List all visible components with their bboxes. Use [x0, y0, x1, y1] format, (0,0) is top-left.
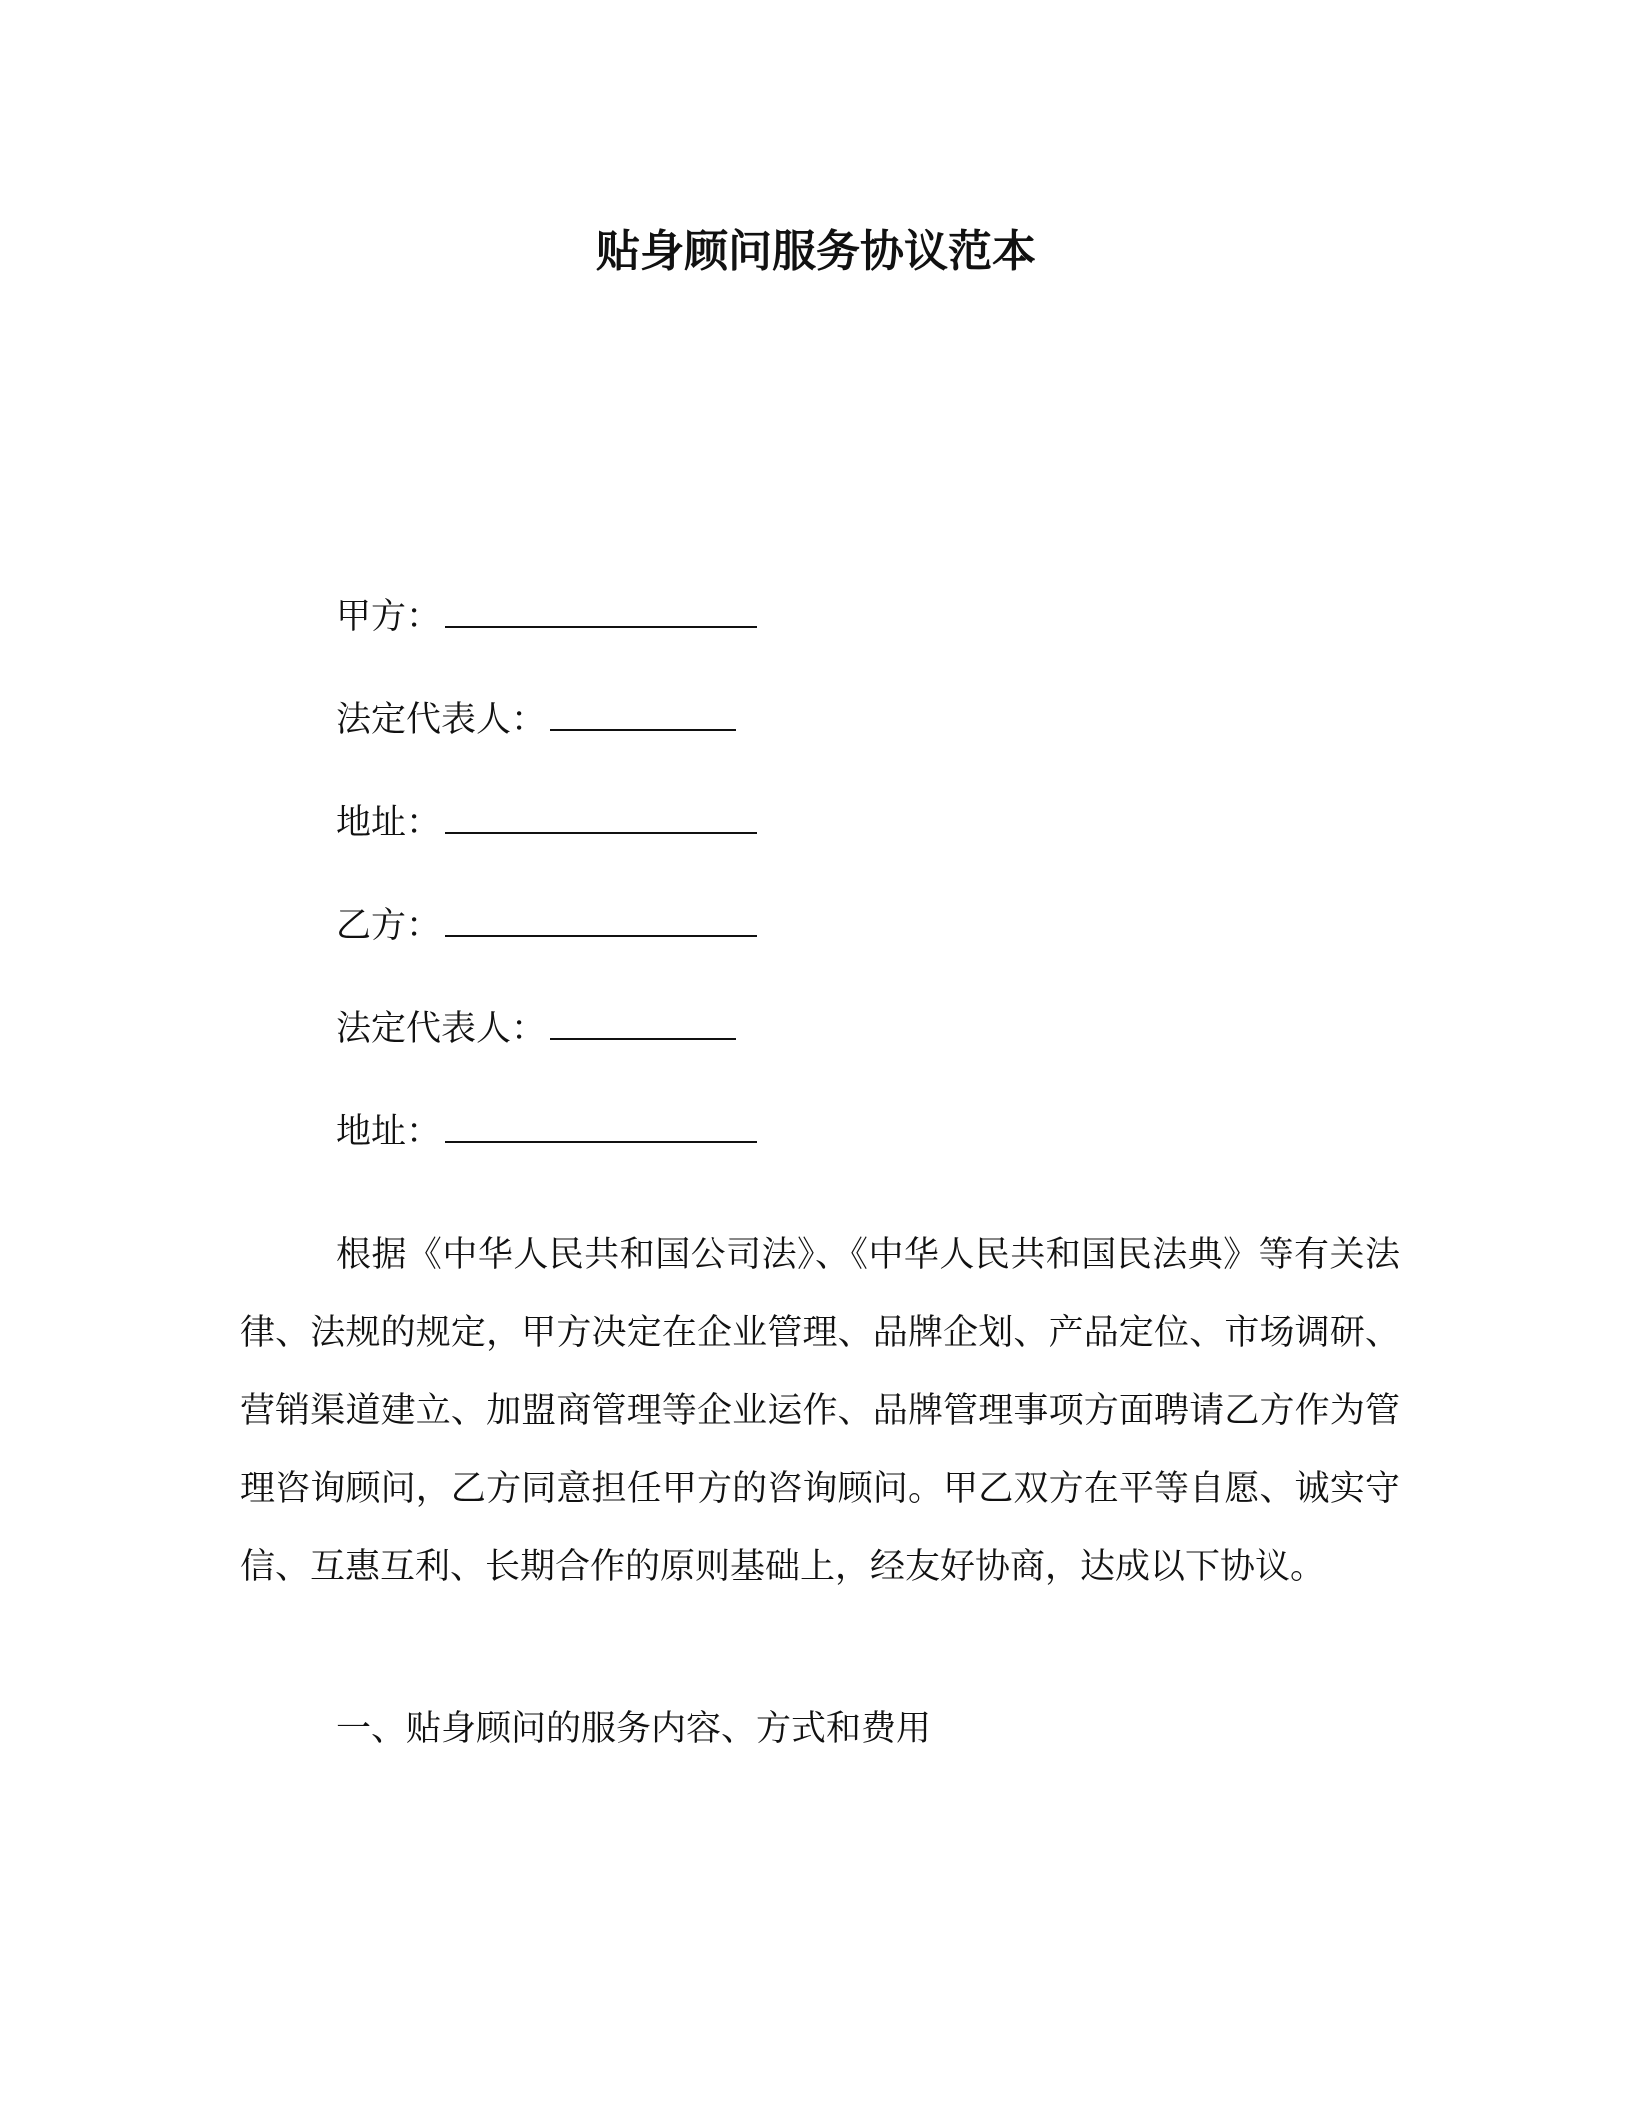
party-b-name-field: [336, 901, 757, 951]
party-b-address-field: [336, 1107, 757, 1157]
party-a-rep-blank: [550, 703, 736, 731]
party-a-address-field: [336, 798, 757, 848]
party-b-rep-label: 法定代表人：: [336, 1009, 547, 1049]
party-a-address-label: 地址：: [336, 803, 442, 843]
section-1-heading: 一、贴身顾问的服务内容、方式和费用: [336, 1709, 932, 1749]
party-b-address-blank: [445, 1115, 757, 1143]
party-a-name-label: 甲方：: [336, 597, 442, 637]
party-a-rep-label: 法定代表人：: [336, 700, 547, 740]
party-a-name-blank: [445, 600, 757, 628]
document-title: 贴身顾问服务协议范本: [596, 226, 1036, 277]
party-a-rep-field: [336, 695, 736, 745]
party-b-address-label: 地址：: [336, 1112, 442, 1152]
party-a-name-field: [336, 592, 757, 642]
party-b-name-blank: [445, 909, 757, 937]
party-b-rep-blank: [550, 1012, 736, 1040]
preamble-paragraph: 根据《中华人民共和国公司法》、《中华人民共和国民法典》等有关法律、法规的规定，甲方决定在企业管理、品牌企划、产品定位、市场调研、营销渠道建立、加盟商管理等企业运作、品牌管理事项方面聘请乙方作为管理咨询顾问，乙方同意担任甲方的咨询顾问。甲乙双方在平等自愿、诚实守信、互惠互利、长期合作的原则基础上，经友好协商，达成以下协议。: [240, 1235, 1400, 1587]
party-b-rep-field: [336, 1004, 736, 1054]
party-a-address-blank: [445, 806, 757, 834]
party-b-name-label: 乙方：: [336, 906, 442, 946]
